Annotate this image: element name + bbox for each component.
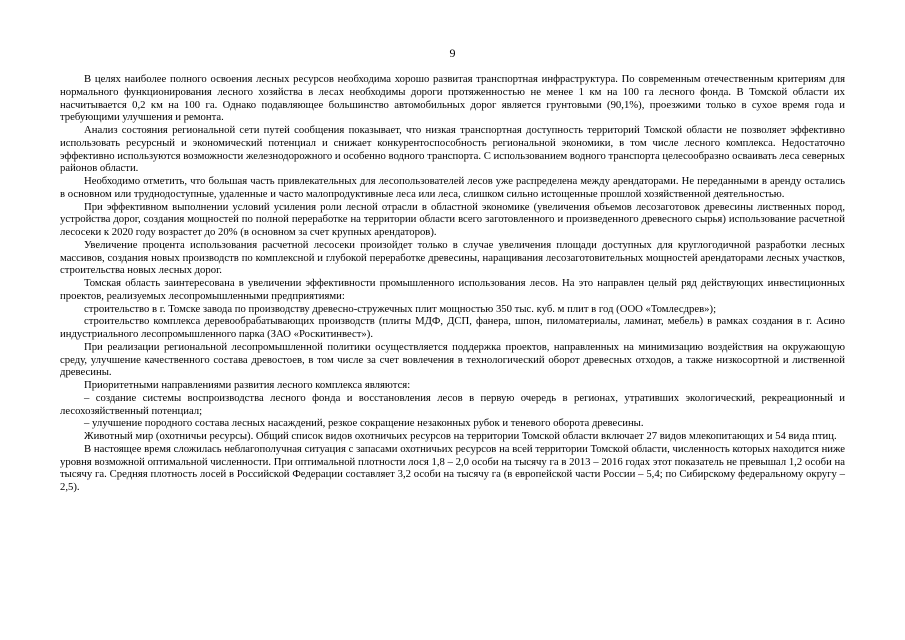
- paragraph-project-tomlesdrev: строительство в г. Томске завода по производству древесно-стружечных плит мощностью 350 тыс. куб. м плит в год (ООО «Томлесдрев»);: [84, 302, 717, 315]
- paragraph-wildlife: Животный мир (охотничьи ресурсы). Общий список видов охотничьих ресурсов на территории Томской области включает 27 видов млекопитающих и 54 вида птиц.: [84, 430, 837, 442]
- paragraph-regional-policy: При реализации региональной лесопромышленной политики осуществляется поддержка проектов, направленных на минимизацию воздействия на окружающую среду, улучшение качественного состава древостоев, в том числе за счет вовлечения в технологический оборот древесных отходов, а также низкосортной и лиственной древесины.: [60, 340, 845, 379]
- page-number: 9: [449, 46, 456, 60]
- paragraph-investment-projects: Томская область заинтересована в увеличении эффективности промышленного использования лесов. На это направлен целый ряд действующих инвестиционных проектов, реализуемых лесопромышленными предприятиями:: [60, 277, 845, 302]
- paragraph-forest-sector-role: При эффективном выполнении условий усиления роли лесной отрасли в областной экономике (увеличения объемов лесозаготовок древесины лиственных пород, устройства дорог, создания мощностей по полной переработке на территории области всего заготовленного и произведенного древесного сырья) использование расчетной лесосеки к 2020 году возрастет до 20% (в основном за счет крупных арендаторов).: [60, 200, 845, 238]
- paragraph-transport-infrastructure: В целях наиболее полного освоения лесных ресурсов необходима хорошо развитая транспортная инфраструктура. По современным отечественным критериям для нормального функционирования лесного хозяйства в лесах необходимы дороги протяженностью не менее 1 км на 100 га лесного фонда. В Томской области их насчитывается 0,2 км на 100 га. Однако подавляющее большинство автомобильных дорог является грунтовыми (90,1%), проезжими только в сухое время года и требующими улучшения и ремонта.: [60, 73, 845, 124]
- paragraph-project-asino-park: строительство комплекса деревообрабатывающих производств (плиты МДФ, ДСП, фанера, шпон, пиломатериалы, ламинат, мебель) в рамках создания в г. Асино индустриального лесопромышленного парка (ЗАО «Роскитинвест»).: [60, 315, 845, 340]
- body-text: [60, 73, 845, 494]
- paragraph-leased-forests: Необходимо отметить, что большая часть привлекательных для лесопользователей лесов уже распределена между арендаторами. Не переданными в аренду остались в основном или труднодоступные, удаленные и часто малопродуктивные леса или леса, слишком сильно истощенные прошлой хозяйственной деятельностью.: [60, 175, 845, 200]
- list-item-species-improvement: – улучшение породного состава лесных насаждений, резкое сокращение незаконных рубок и теневого оборота древесины.: [84, 417, 644, 430]
- paragraph-priority-directions: Приоритетными направлениями развития лесного комплекса являются:: [84, 379, 411, 391]
- paragraph-transport-analysis: Анализ состояния региональной сети путей сообщения показывает, что низкая транспортная доступность территорий Томской области не позволяет эффективно использовать ресурсный и экономический потенциал и снижает конкурентоспособность региональной экономики, в том числе лесного комплекса. Недостаточно эффективно используются возможности железнодорожного и особенно водного транспорта. С использованием водного транспорта целесообразно осваивать леса северных районов области.: [60, 124, 845, 175]
- paragraph-cutting-increase: Увеличение процента использования расчетной лесосеки произойдет только в случае увеличения площади доступных для круглогодичной разработки лесных массивов, создания новых производств по комплексной и глубокой переработке древесины, наращивания лесозаготовительных мощностей арендаторами лесных участков, строительства новых лесных дорог.: [60, 238, 845, 277]
- paragraph-hunting-resources: В настоящее время сложилась неблагополучная ситуация с запасами охотничьих ресурсов на всей территории Томской области, численность которых находится ниже уровня возможной оптимальной численности. При оптимальной плотности лося 1,8 – 2,0 особи на тысячу га в 2013 – 2016 годах этот показатель не превышал 1,2 особи на тысячу га. Средняя плотность лосей в Российской Федерации составляет 3,2 особи на тысячу га (в европейской части России – 5,4; по Сибирскому федеральному округу – 2,5).: [60, 442, 845, 493]
- list-item-forest-reproduction: – создание системы воспроизводства лесного фонда и восстановления лесов в первую очередь в регионах, утративших экологический, рекреационный и лесохозяйственный потенциал;: [60, 391, 845, 417]
